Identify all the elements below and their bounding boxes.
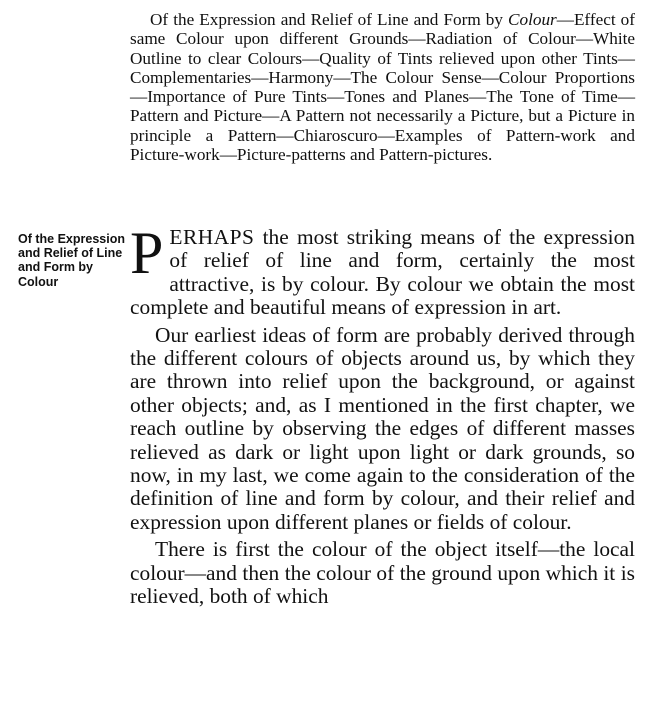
- lead-word: ERHAPS: [169, 225, 255, 249]
- synopsis-rest: —Effect of same Colour upon different Grounds—Radiation of Colour—White Outline to clear Colours—Quality of Tints relieved upon other Tints—Complementaries—Harmony—The Colour Sense—Colour Proportions—Importance of Pure Tints—Tones and Planes—The Tone of Time—Pattern and Picture—A Pattern not necessarily a Picture, but a Picture in principle a Pattern—Chiaroscuro—Examples of Pattern-work and Picture-work—Picture-patterns and Pattern-pictures.: [130, 10, 635, 165]
- paragraph-1: [130, 220, 635, 320]
- chapter-synopsis: [130, 10, 635, 164]
- paragraph-1-text: the most striking means of the expression of relief of line and form, certainly the most attractive, is by colour. By colour we obtain the most complete and beautiful means of expression in art.: [130, 225, 635, 320]
- paragraph-2: Our earliest ideas of form are probably derived through the different colours of objects around us, by which they are thrown into relief upon the background, or against other objects; and, as I mentioned in the first chapter, we reach outline by observing the edges of different masses relieved as dark or light upon light or dark grounds, so now, in my last, we come again to the consideration of the definition of line and form by colour, and their relief and expression upon different planes or fields of colour.: [130, 322, 635, 534]
- drop-cap: P: [130, 220, 164, 286]
- margin-sidenote: Of the Expression and Relief of Line and Form by Colour: [18, 232, 125, 289]
- synopsis-lead: Of the Expression and Relief of Line and Form by: [150, 10, 509, 29]
- synopsis-lead-italic: Colour: [508, 10, 557, 29]
- paragraph-3: There is first the colour of the object itself—the local colour—and then the colour of the ground upon which it is relieved, both of which: [130, 537, 635, 609]
- body-text: [130, 220, 635, 609]
